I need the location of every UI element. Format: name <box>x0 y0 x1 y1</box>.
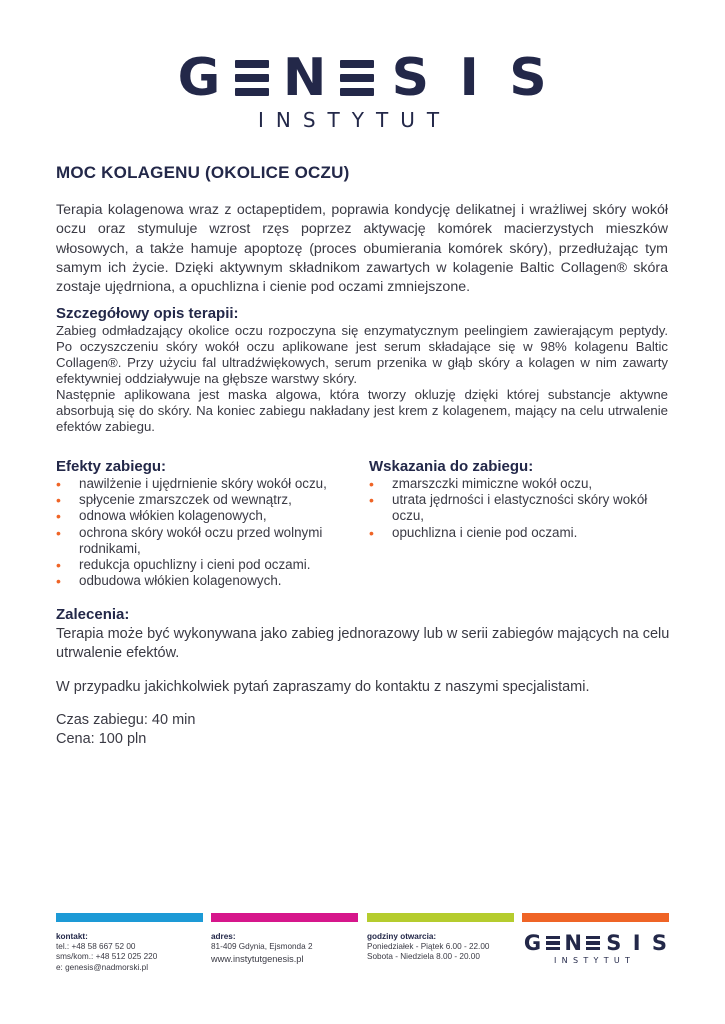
indications-heading: Wskazania do zabiegu: <box>369 458 534 475</box>
footer-email[interactable]: e: genesis@nadmorski.pl <box>56 962 149 972</box>
footer-hours-weekdays: Poniedziałek - Piątek 6.00 - 22.00 <box>367 942 490 952</box>
list-item: • odnowa włókien kolagenowych, <box>56 508 267 525</box>
logo-letter-s: S <box>391 48 430 108</box>
footer-address-line: 81-409 Gdynia, Ejsmonda 2 <box>211 942 313 952</box>
logo-letter-s2: S <box>509 48 547 108</box>
footer-bar-blue <box>56 913 203 922</box>
treatment-price: Cena: 100 pln <box>56 731 147 747</box>
footer-contact-label: kontakt: <box>56 932 88 941</box>
footer-sms[interactable]: sms/kom.: +48 512 025 220 <box>56 952 158 962</box>
details-paragraph-1: Zabieg odmładzający okolice oczu rozpoczyna się enzymatycznym peelingiem zawierającym peptydy. Po oczyszczeniu skóry wokół oczu aplikowane jest serum składające się w 98% kolagenu Baltic Collagen®. Przy użyciu fal ultradźwiękowych, serum przenika w głąb skóry a kolagen w nim zawarty efektywniej oddziaływuje na głębsze warstwy skóry. <box>56 323 668 386</box>
footer-address-label: adres: <box>211 932 236 941</box>
logo-letter-g: G <box>177 48 221 108</box>
logo-letter-s2: S <box>651 931 668 955</box>
footer-website-link[interactable]: www.instytutgenesis.pl <box>211 954 304 965</box>
indications-list <box>369 476 669 541</box>
details-heading: Szczegółowy opis terapii: <box>56 305 239 322</box>
bullet-dot-icon: • <box>56 557 61 574</box>
list-item: • nawilżenie i ujędrnienie skóry wokół oczu, <box>56 476 327 492</box>
recommendations-heading: Zalecenia: <box>56 606 130 623</box>
contact-note: W przypadku jakichkolwiek pytań zapraszamy do kontaktu z naszymi specjalistami. <box>56 679 590 695</box>
bullet-dot-icon: • <box>369 524 374 541</box>
effects-heading: Efekty zabiegu: <box>56 458 167 475</box>
footer-logo-subtitle: INSTYTUT <box>554 956 636 965</box>
recommendations-text: Terapia może być wykonywana jako zabieg jednorazowy lub w serii zabiegów mających na celu utrwalenie efektów. <box>56 626 670 661</box>
list-item: • redukcja opuchlizny i cieni pod oczami. <box>56 557 311 574</box>
logo-wordmark <box>176 48 551 108</box>
list-item: • zmarszczki mimiczne wokół oczu, <box>369 476 593 492</box>
effects-list <box>56 476 346 589</box>
treatment-duration: Czas zabiegu: 40 min <box>56 712 196 728</box>
logo-letter-i: I <box>632 931 641 955</box>
list-item: • spłycenie zmarszczek od wewnątrz, <box>56 492 292 509</box>
logo-e-bars <box>235 60 269 96</box>
footer-bar-green <box>367 913 514 922</box>
logo-e-bars <box>340 60 374 96</box>
bullet-dot-icon: • <box>56 524 61 541</box>
bullet-dot-icon: • <box>369 492 374 509</box>
logo-letter-n: N <box>564 931 582 955</box>
logo-e-bars <box>546 936 560 951</box>
logo-letter-i: I <box>459 48 479 108</box>
logo-letter-g: G <box>523 931 542 955</box>
bullet-dot-icon: • <box>56 492 61 509</box>
logo-letter-s: S <box>606 931 622 955</box>
bullet-dot-icon: • <box>56 476 61 492</box>
footer-logo-wordmark <box>523 932 669 954</box>
logo-subtitle: INSTYTUT <box>258 108 452 132</box>
bullet-dot-icon: • <box>369 476 374 492</box>
page-title: MOC KOLAGENU (OKOLICE OCZU) <box>56 163 350 182</box>
footer-phone[interactable]: tel.: +48 58 667 52 00 <box>56 942 136 952</box>
footer-hours-weekend: Sobota - Niedziela 8.00 - 20.00 <box>367 952 480 962</box>
footer-address <box>211 932 313 965</box>
footer-hours <box>367 932 489 963</box>
bullet-dot-icon: • <box>56 508 61 525</box>
footer-hours-label: godziny otwarcia: <box>367 932 437 941</box>
footer-bar-magenta <box>211 913 358 922</box>
footer-logo <box>523 932 669 966</box>
details-paragraph-2: Następnie aplikowana jest maska algowa, która tworzy okluzję dzięki której substancje aktywne absorbują się do skóry. Na koniec zabiegu nakładany jest krem z kolagenem, mający na celu utrwalenie efektów zabiegu. <box>56 387 668 434</box>
list-item: • odbudowa włókien kolagenowych. <box>56 573 282 590</box>
list-item: • utrata jędrności i elastyczności skóry wokół oczu, <box>369 492 648 524</box>
footer-bar-orange <box>522 913 669 922</box>
logo-letter-n: N <box>282 48 327 108</box>
list-item: • opuchlizna i cienie pod oczami. <box>369 524 578 541</box>
list-item: • ochrona skóry wokół oczu przed wolnymi rodnikami, <box>56 524 323 556</box>
logo-e-bars <box>586 936 600 951</box>
bullet-dot-icon: • <box>56 573 61 590</box>
footer-contact <box>56 932 157 973</box>
intro-paragraph: Terapia kolagenowa wraz z octapeptidem, poprawia kondycję delikatnej i wrażliwej skóry wokół oczu oraz stymuluje wzrost rzęs poprzez aktywację komórek macierzystych mieszków włosowych, a także hamuje apoptozę (proces obumierania komórek skóry), przedłużając tym samym ich życie. Dzięki aktywnym składnikom zawartych w kolagenie Baltic Collagen® skóra zostaje ujędrniona, a opuchlizna i cienie pod oczami zmniejszone. <box>56 202 668 296</box>
